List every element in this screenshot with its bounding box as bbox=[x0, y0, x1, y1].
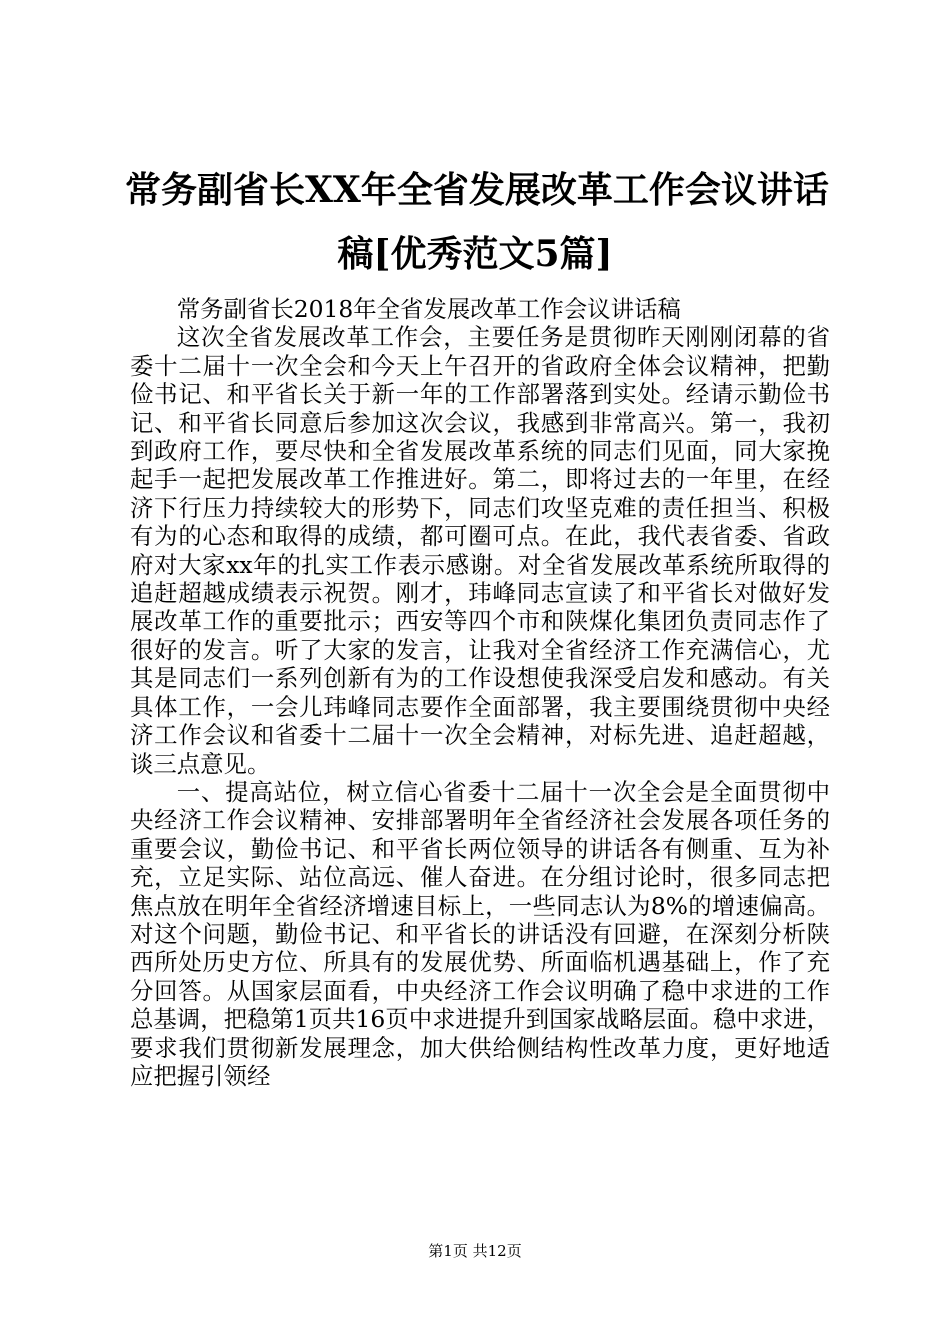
document-title bbox=[125, 158, 829, 286]
document-body bbox=[130, 295, 830, 1090]
title-line-1: 常务副省长XX年全省发展改革工作会议讲话 bbox=[125, 169, 829, 211]
subtitle-paragraph: 常务副省长2018年全省发展改革工作会议讲话稿 bbox=[176, 295, 681, 323]
body-paragraph: 这次全省发展改革工作会，主要任务是贯彻昨天刚刚闭幕的省委十二届十一次全会和今天上午召开的省政府全体会议精神，把勤俭书记、和平省长关于新一年的工作部署落到实处。经请示勤俭书记、和平省长同意后参加这次会议，我感到非常高兴。第一，我初到政府工作，要尽快和全省发展改革系统的同志们见面，同大家挽起手一起把发展改革工作推进好。第二，即将过去的一年里，在经济下行压力持续较大的形势下，同志们攻坚克难的责任担当、积极有为的心态和取得的成绩，都可圈可点。在此，我代表省委、省政府对大家xx年的扎实工作表示感谢。对全省发展改革系统所取得的追赶超越成绩表示祝贺。刚才，玮峰同志宣读了和平省长对做好发展改革工作的重要批示；西安等四个市和陕煤化集团负责同志作了很好的发言。听了大家的发言，让我对全省经济工作充满信心，尤其是同志们一系列创新有为的工作设想使我深受启发和感动。有关具体工作，一会儿玮峰同志要作全面部署，我主要围绕贯彻中央经济工作会议和省委十二届十一次全会精神，对标先进、追赶超越，谈三点意见。 bbox=[130, 323, 830, 778]
page-footer: 第1页 共12页 bbox=[428, 1242, 522, 1260]
body-paragraph: 一、提高站位，树立信心省委十二届十一次全会是全面贯彻中央经济工作会议精神、安排部署明年全省经济社会发展各项任务的重要会议，勤俭书记、和平省长两位领导的讲话各有侧重、互为补充，立足实际、站位高远、催人奋进。在分组讨论时，很多同志把焦点放在明年全省经济增速目标上，一些同志认为8%的增速偏高。对这个问题，勤俭书记、和平省长的讲话没有回避，在深刻分析陕西所处历史方位、所具有的发展优势、所面临机遇基础上，作了充分回答。从国家层面看，中央经济工作会议明确了稳中求进的工作总基调，把稳第1页共16页中求进提升到国家战略层面。稳中求进，要求我们贯彻新发展理念，加大供给侧结构性改革力度，更好地适应把握引领经 bbox=[130, 777, 830, 1090]
title-line-2: 稿[优秀范文5篇] bbox=[337, 233, 613, 275]
